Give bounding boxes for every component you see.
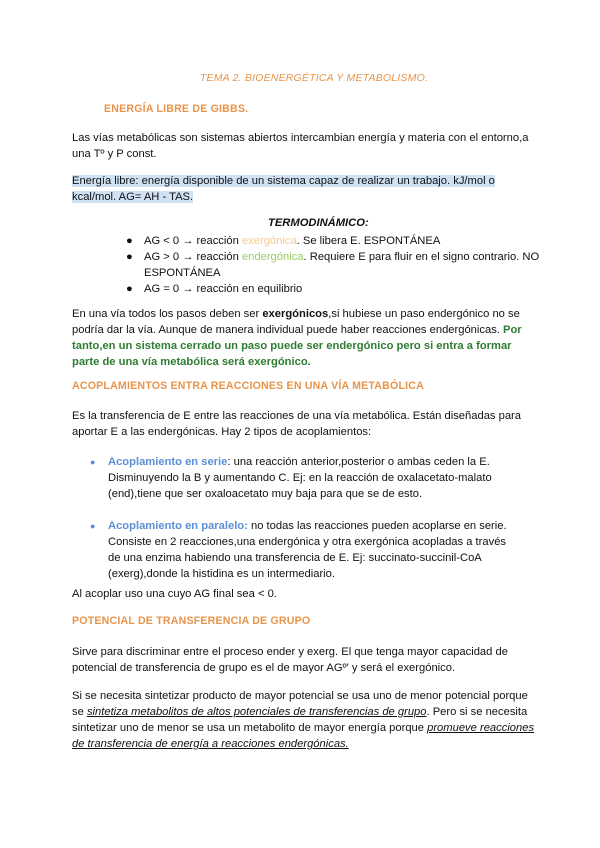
bullet-equilibrium: ● AG = 0 → reacción en equilibrio	[126, 283, 303, 295]
bullet-serie: ● Acoplamiento en serie: una reacción anterior,posterior o ambas ceden la E. Disminuyendo la B y aumentando C. Ej: en la reacción de oxalacetato-malato (end),tiene que ser oxaloacetato muy baja para que se de esto.	[90, 456, 492, 500]
definition-paragraph	[72, 173, 512, 205]
bullet-dot-icon: ●	[126, 235, 133, 247]
section-heading-acoplamientos: ACOPLAMIENTOS ENTRA REACCIONES EN UNA VÍA METABÓLICA	[72, 380, 424, 392]
section-heading-gibbs: ENERGÍA LIBRE DE GIBBS.	[104, 103, 249, 115]
potencial-paragraph-2: Si se necesita sintetizar producto de mayor potencial se usa uno de menor potencial porque se sintetiza metabolitos de altos potenciales de transferencias de grupo. Pero si se necesita sintetizar uno de menor se usa un metabolito de mayor energía porque promueve reacciones de transferencia de energía a reacciones endergónicas.	[72, 690, 535, 750]
bullet-exergonic: ● AG < 0 → reacción exergónica. Se libera E. ESPONTÁNEA	[126, 235, 441, 247]
coupling-bullet-list	[90, 454, 518, 582]
closing-line: Al acoplar uso una cuyo AG final sea < 0.	[72, 588, 277, 600]
acoplamientos-intro: Es la transferencia de E entre las reacciones de una vía metabólica. Están diseñadas para aportar E a las endergónicas. Hay 2 tipos de acoplamientos:	[72, 410, 522, 438]
bullet-paralelo: ● Acoplamiento en paralelo: no todas las reacciones pueden acoplarse en serie. Consiste en 2 reacciones,una endergónica y otra exergónica acopladas a través de una enzima habiendo una transferencia de E. Ej: succinato-succinil-CoA (exerg),donde la histidina es un intermediario.	[90, 520, 507, 580]
bullet-endergonic: ● AG > 0 → reacción endergónica. Requiere E para fluir en el signo contrario. NO ESPONTÁNEA	[126, 251, 540, 279]
bullet-dot-icon: ●	[90, 521, 96, 531]
highlighted-definition: Energía libre: energía disponible de un sistema capaz de realizar un trabajo. kJ/mol o kcal/mol. AG= AH - TAS.	[72, 175, 495, 203]
bullet-dot-icon: ●	[90, 457, 96, 467]
potencial-paragraph-1: Sirve para discriminar entre el proceso ender y exerg. El que tenga mayor capacidad de potencial de transferencia de grupo es el de mayor AGº' y será el exergónico.	[72, 646, 508, 674]
thermo-heading: TERMODINÁMICO:	[268, 217, 369, 229]
exergonic-paragraph: En una vía todos los pasos deben ser exergónicos,si hubiese un paso endergónico no se podría dar la vía. Aunque de manera individual puede haber reacciones endergónicas. Por tanto,en un sistema cerrado un paso puede ser endergónico pero si entra a formar parte de una vía metabólica será exergónico.	[72, 308, 522, 368]
bullet-dot-icon: ●	[126, 283, 133, 295]
intro-paragraph: Las vías metabólicas son sistemas abiertos intercambian energía y materia con el entorno,a una Tº y P const.	[72, 132, 529, 160]
page-title: TEMA 2. BIOENERGÉTICA Y METABOLISMO.	[199, 72, 429, 84]
section-heading-potencial: POTENCIAL DE TRANSFERENCIA DE GRUPO	[72, 615, 311, 627]
thermo-bullet-list	[126, 233, 544, 297]
bullet-dot-icon: ●	[126, 251, 133, 263]
